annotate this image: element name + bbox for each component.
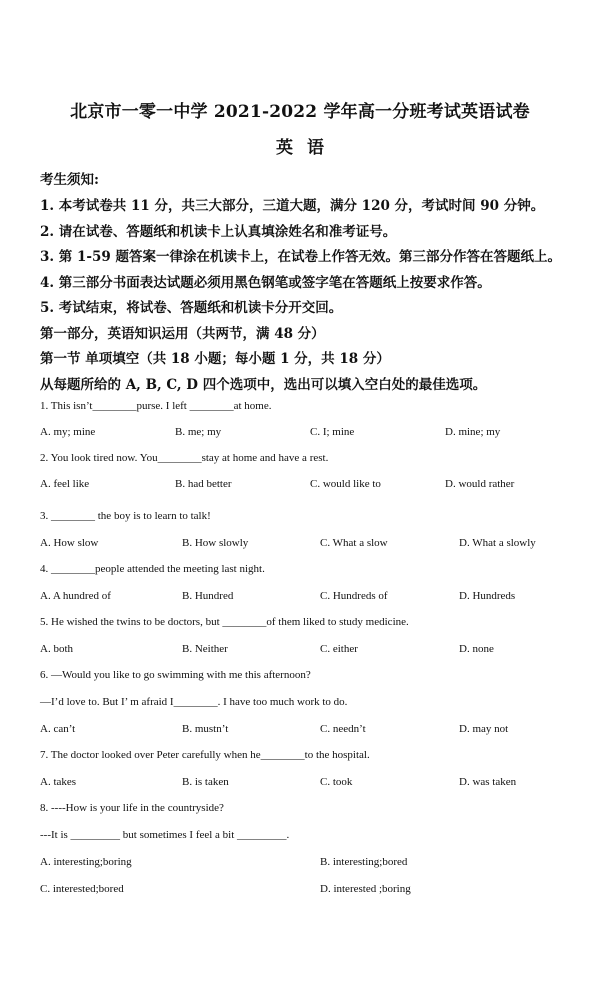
question-6-stem: 6. —Would you like to go swimming with me this afternoon? xyxy=(40,669,311,681)
question-4-option-c: C. Hundreds of xyxy=(320,590,388,602)
section1-heading: 第一节 单项填空（共 18 小题；每小题 1 分，共 18 分） xyxy=(40,351,390,367)
section1-instructions: 从每题所给的 A, B, C, D 四个选项中，选出可以填入空白处的最佳选项。 xyxy=(40,377,487,393)
question-7-option-a: A. takes xyxy=(40,776,77,788)
notice-item-2: 2. 请在试卷、答题纸和机读卡上认真填涂姓名和准考证号。 xyxy=(40,224,397,240)
question-8-option-b: B. interesting;bored xyxy=(320,856,408,868)
question-8-option-d: D. interested ;boring xyxy=(320,883,411,895)
question-3-option-a: A. How slow xyxy=(40,537,99,549)
question-5-option-d: D. none xyxy=(459,643,494,655)
notice-item-1: 1. 本考试卷共 11 分，共三大部分，三道大题，满分 120 分，考试时间 90 分钟。 xyxy=(40,198,545,214)
question-2-option-b: B. had better xyxy=(175,478,232,490)
part1-heading: 第一部分，英语知识运用（共两节，满 48 分） xyxy=(40,326,325,342)
question-1-stem: 1. This isn’t________purse. I left ________at home. xyxy=(40,400,272,412)
question-1-option-a: A. my; mine xyxy=(40,426,96,438)
question-1-option-b: B. me; my xyxy=(175,426,222,438)
question-2-option-c: C. would like to xyxy=(310,478,381,490)
question-6-reply: —I’d love to. But I’ m afraid I________. I have too much work to do. xyxy=(40,696,348,708)
question-2-option-a: A. feel like xyxy=(40,478,90,490)
question-1-option-c: C. I; mine xyxy=(310,426,355,438)
question-6-option-d: D. may not xyxy=(459,723,509,735)
notice-heading: 考生须知: xyxy=(40,172,99,188)
question-7-stem: 7. The doctor looked over Peter carefully when he________to the hospital. xyxy=(40,749,370,761)
question-7-option-b: B. is taken xyxy=(182,776,229,788)
question-6-option-b: B. mustn’t xyxy=(182,723,229,735)
question-3-option-d: D. What a slowly xyxy=(459,537,536,549)
exam-title: 北京市一零一中学 2021-2022 学年高一分班考试英语试卷 xyxy=(70,102,530,122)
question-8-stem: 8. ----How is your life in the countryside? xyxy=(40,802,224,814)
question-4-stem: 4. ________people attended the meeting last night. xyxy=(40,563,265,575)
notice-item-4: 4. 第三部分书面表达试题必须用黑色钢笔或签字笔在答题纸上按要求作答。 xyxy=(40,275,491,291)
question-5-option-c: C. either xyxy=(320,643,358,655)
question-7-option-c: C. took xyxy=(320,776,353,788)
question-5-option-b: B. Neither xyxy=(182,643,228,655)
question-8-reply: ---It is _________ but sometimes I feel a bit _________. xyxy=(40,829,290,841)
question-2-option-d: D. would rather xyxy=(445,478,515,490)
question-8-option-a: A. interesting;boring xyxy=(40,856,132,868)
question-7-option-d: D. was taken xyxy=(459,776,517,788)
question-1-option-d: D. mine; my xyxy=(445,426,501,438)
question-3-stem: 3. ________ the boy is to learn to talk! xyxy=(40,510,211,522)
question-5-stem: 5. He wished the twins to be doctors, but ________of them liked to study medicine. xyxy=(40,616,409,628)
notice-item-3: 3. 第 1-59 题答案一律涂在机读卡上，在试卷上作答无效。第三部分作答在答题纸上。 xyxy=(40,249,561,265)
question-4-option-d: D. Hundreds xyxy=(459,590,516,602)
exam-subject: 英语 xyxy=(276,138,338,158)
question-4-option-b: B. Hundred xyxy=(182,590,234,602)
question-3-option-c: C. What a slow xyxy=(320,537,388,549)
question-6-option-a: A. can’t xyxy=(40,723,76,735)
question-5-option-a: A. both xyxy=(40,643,73,655)
notice-item-5: 5. 考试结束，将试卷、答题纸和机读卡分开交回。 xyxy=(40,300,343,316)
question-3-option-b: B. How slowly xyxy=(182,537,249,549)
question-6-option-c: C. needn’t xyxy=(320,723,366,735)
question-2-stem: 2. You look tired now. You________stay at home and have a rest. xyxy=(40,452,329,464)
question-8-option-c: C. interested;bored xyxy=(40,883,124,895)
question-4-option-a: A. A hundred of xyxy=(40,590,111,602)
